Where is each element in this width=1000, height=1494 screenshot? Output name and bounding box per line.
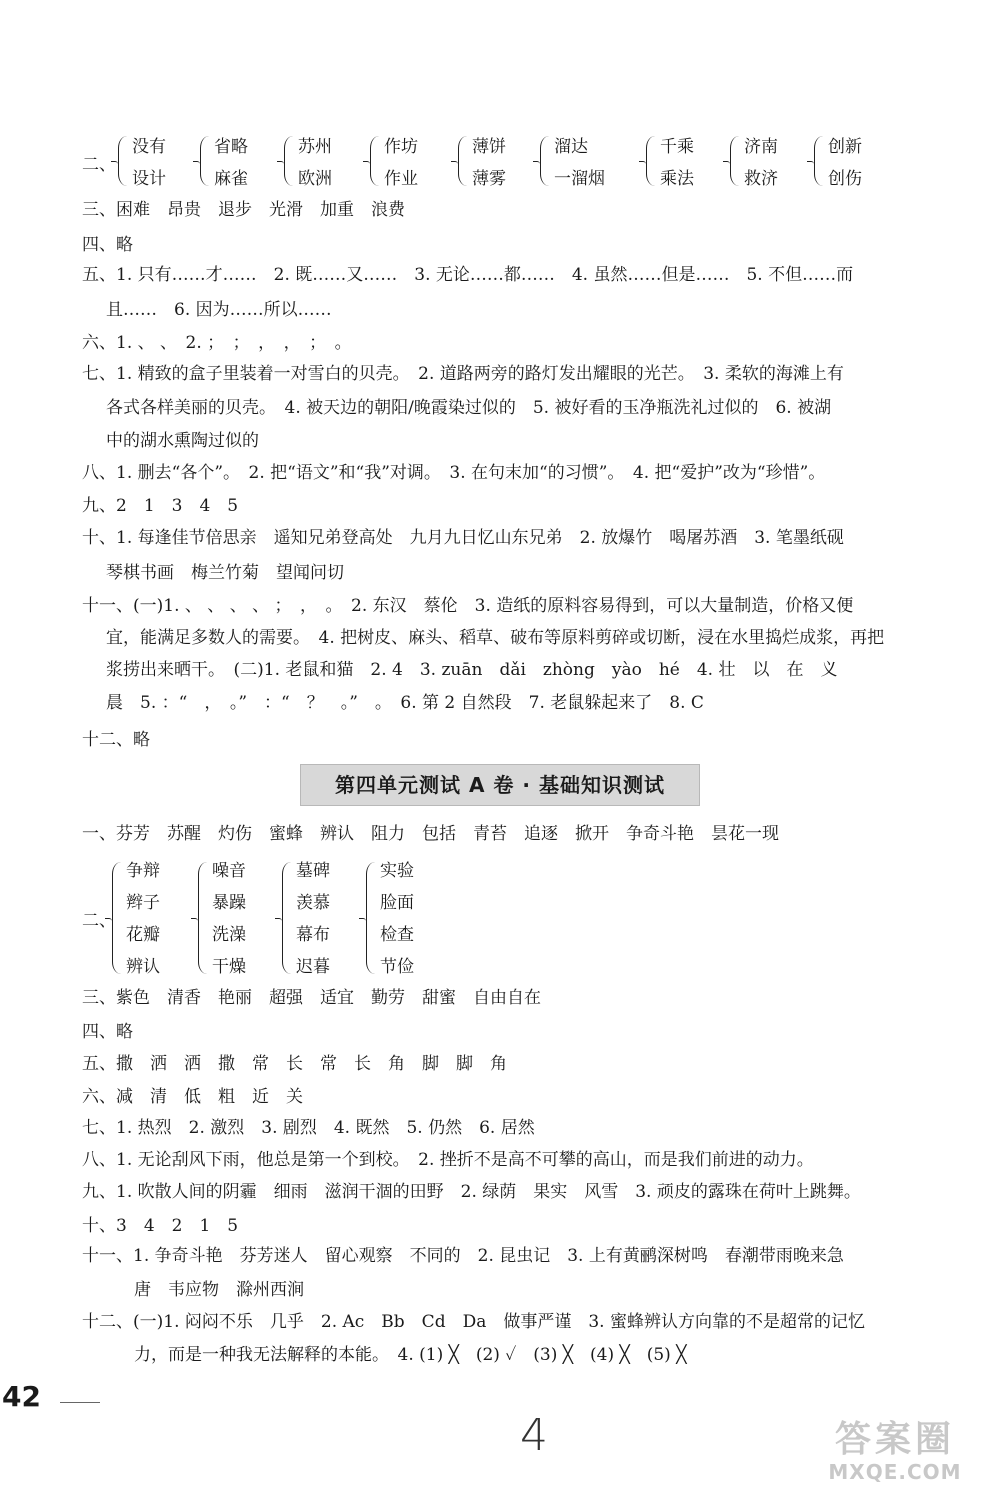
part2-q2-label: 二、: [82, 911, 116, 931]
part1-answer-line: 十二、略: [82, 730, 150, 750]
page-number-rule: [60, 1402, 100, 1403]
group-word: 干燥: [212, 957, 246, 977]
pair-word: 乘法: [660, 169, 694, 189]
pair-word: 创伤: [828, 169, 862, 189]
pair-word: 溜达: [554, 137, 588, 157]
part1-answer-line: 各式各样美丽的贝壳。 4. 被天边的朝阳/晚霞染过似的 5. 被好看的玉净瓶洗礼过似的 6. 被湖: [106, 398, 832, 418]
part1-answer-line: 中的湖水熏陶过似的: [106, 431, 259, 451]
group-word: 迟暮: [296, 957, 330, 977]
part1-answer-line: 六、1. 、 、 2. ； ； ， ， ； 。: [82, 333, 352, 353]
brace-mark: [540, 136, 550, 186]
brace-mark: [730, 136, 740, 186]
pair-word: 作坊: [384, 137, 418, 157]
brace-mark: [118, 136, 128, 186]
group-word: 噪音: [212, 861, 246, 881]
part1-answer-line: 且…… 6. 因为……所以……: [106, 300, 332, 320]
pair-word: 苏州: [298, 137, 332, 157]
brace-mark: [646, 136, 656, 186]
group-word: 羡慕: [296, 893, 330, 913]
part2-answer-line: 七、1. 热烈 2. 激烈 3. 剧烈 4. 既然 5. 仍然 6. 居然: [82, 1118, 535, 1138]
group-word: 节俭: [380, 957, 414, 977]
part2-answer-line: 四、略: [82, 1022, 133, 1042]
part1-answer-line: 八、1. 删去“各个”。 2. 把“语文”和“我”对调。 3. 在句末加“的习惯”。 4. 把“爱护”改为“珍惜”。: [82, 463, 826, 483]
part1-answer-line: 三、困难 昂贵 退步 光滑 加重 浪费: [82, 200, 405, 220]
group-word: 实验: [380, 861, 414, 881]
brace-mark: [370, 136, 380, 186]
part1-q2-label: 二、: [82, 155, 116, 175]
pair-word: 千乘: [660, 137, 694, 157]
group-word: 洗澡: [212, 925, 246, 945]
group-word: 辨认: [126, 957, 160, 977]
part2-q1: 一、芬芳 苏醒 灼伤 蜜蜂 辨认 阻力 包括 青苔 追逐 掀开 争奇斗艳 昙花一现: [82, 824, 779, 844]
part1-answer-line: 琴棋书画 梅兰竹菊 望闻问切: [106, 563, 344, 583]
handwritten-mark: 4: [520, 1410, 548, 1461]
brace-mark: [814, 136, 824, 186]
group-word: 争辩: [126, 861, 160, 881]
brace-mark: [284, 136, 294, 186]
part2-answer-line: 八、1. 无论刮风下雨，他总是第一个到校。 2. 挫折不是高不可攀的高山，而是我们前进的动力。: [82, 1150, 814, 1170]
part1-answer-line: 宜，能满足多数人的需要。 4. 把树皮、麻头、稻草、破布等原料剪碎或切断，浸在水里捣烂成浆，再把: [106, 628, 885, 648]
part1-answer-line: 九、2 1 3 4 5: [82, 496, 239, 516]
pair-word: 薄饼: [472, 137, 506, 157]
part1-answer-line: 五、1. 只有……才…… 2. 既……又…… 3. 无论……都…… 4. 虽然……但是…… 5. 不但……而: [82, 265, 854, 285]
pair-word: 济南: [744, 137, 778, 157]
brace-mark: [458, 136, 468, 186]
part2-answer-line: 十、3 4 2 1 5: [82, 1216, 239, 1236]
part2-answer-line: 九、1. 吹散人间的阴霾 细雨 滋润干涸的田野 2. 绿荫 果实 风雪 3. 顽皮的露珠在荷叶上跳舞。: [82, 1182, 861, 1202]
pair-word: 麻雀: [214, 169, 248, 189]
part2-answer-line: 五、撒 洒 洒 撒 常 长 常 长 角 脚 脚 角: [82, 1054, 507, 1074]
pair-word: 欧洲: [298, 169, 332, 189]
pair-word: 作业: [384, 169, 418, 189]
part1-answer-line: 七、1. 精致的盒子里装着一对雪白的贝壳。 2. 道路两旁的路灯发出耀眼的光芒。 3. 柔软的海滩上有: [82, 364, 844, 384]
group-word: 幕布: [296, 925, 330, 945]
part1-answer-line: 十一、(一)1. 、 、 、 、 ； ， 。 2. 东汉 蔡伦 3. 造纸的原料容易得到，可以大量制造，价格又便: [82, 596, 854, 616]
watermark-bottom: MXQE.COM: [828, 1460, 962, 1484]
section-title: 第四单元测试 A 卷 · 基础知识测试: [300, 764, 700, 806]
brace-mark: [198, 862, 208, 974]
pair-word: 一溜烟: [554, 169, 605, 189]
brace-mark: [282, 862, 292, 974]
brace-mark: [112, 862, 122, 974]
part2-answer-line: 力，而是一种我无法解释的本能。 4. (1) ╳ (2) ✓ (3) ╳ (4) ╳ (5) ╳: [134, 1345, 687, 1365]
part1-answer-line: 浆捞出来晒干。 (二)1. 老鼠和猫 2. 4 3. zuān dǎi zhòng yào hé 4. 壮 以 在 义: [106, 660, 838, 680]
part2-answer-line: 十一、1. 争奇斗艳 芬芳迷人 留心观察 不同的 2. 昆虫记 3. 上有黄鹂深树鸣 春潮带雨晚来急: [82, 1246, 844, 1266]
pair-word: 救济: [744, 169, 778, 189]
group-word: 脸面: [380, 893, 414, 913]
group-word: 辫子: [126, 893, 160, 913]
part2-answer-line: 十二、(一)1. 闷闷不乐 几乎 2. Ac Bb Cd Da 做事严谨 3. 蜜蜂辨认方向靠的不是超常的记忆: [82, 1312, 865, 1332]
part2-answer-line: 三、紫色 清香 艳丽 超强 适宜 勤劳 甜蜜 自由自在: [82, 988, 541, 1008]
page-number: 42: [2, 1380, 41, 1413]
group-word: 花瓣: [126, 925, 160, 945]
part2-answer-line: 六、减 清 低 粗 近 关: [82, 1087, 303, 1107]
brace-mark: [366, 862, 376, 974]
pair-word: 省略: [214, 137, 248, 157]
part1-answer-line: 十、1. 每逢佳节倍思亲 遥知兄弟登高处 九月九日忆山东兄弟 2. 放爆竹 喝屠苏酒 3. 笔墨纸砚: [82, 528, 844, 548]
brace-mark: [200, 136, 210, 186]
part1-answer-line: 晨 5. ：“ ， 。” ：“ ？ 。” 。 6. 第 2 自然段 7. 老鼠躲起来了 8. C: [106, 693, 704, 713]
watermark-top: 答案圈: [834, 1419, 955, 1460]
pair-word: 薄雾: [472, 169, 506, 189]
pair-word: 创新: [828, 137, 862, 157]
group-word: 墓碑: [296, 861, 330, 881]
watermark-logo: [800, 1420, 990, 1488]
pair-word: 设计: [132, 169, 166, 189]
group-word: 暴躁: [212, 893, 246, 913]
part1-answer-line: 四、略: [82, 235, 133, 255]
pair-word: 没有: [132, 137, 166, 157]
part2-answer-line: 唐 韦应物 滁州西涧: [134, 1280, 304, 1300]
group-word: 检查: [380, 925, 414, 945]
